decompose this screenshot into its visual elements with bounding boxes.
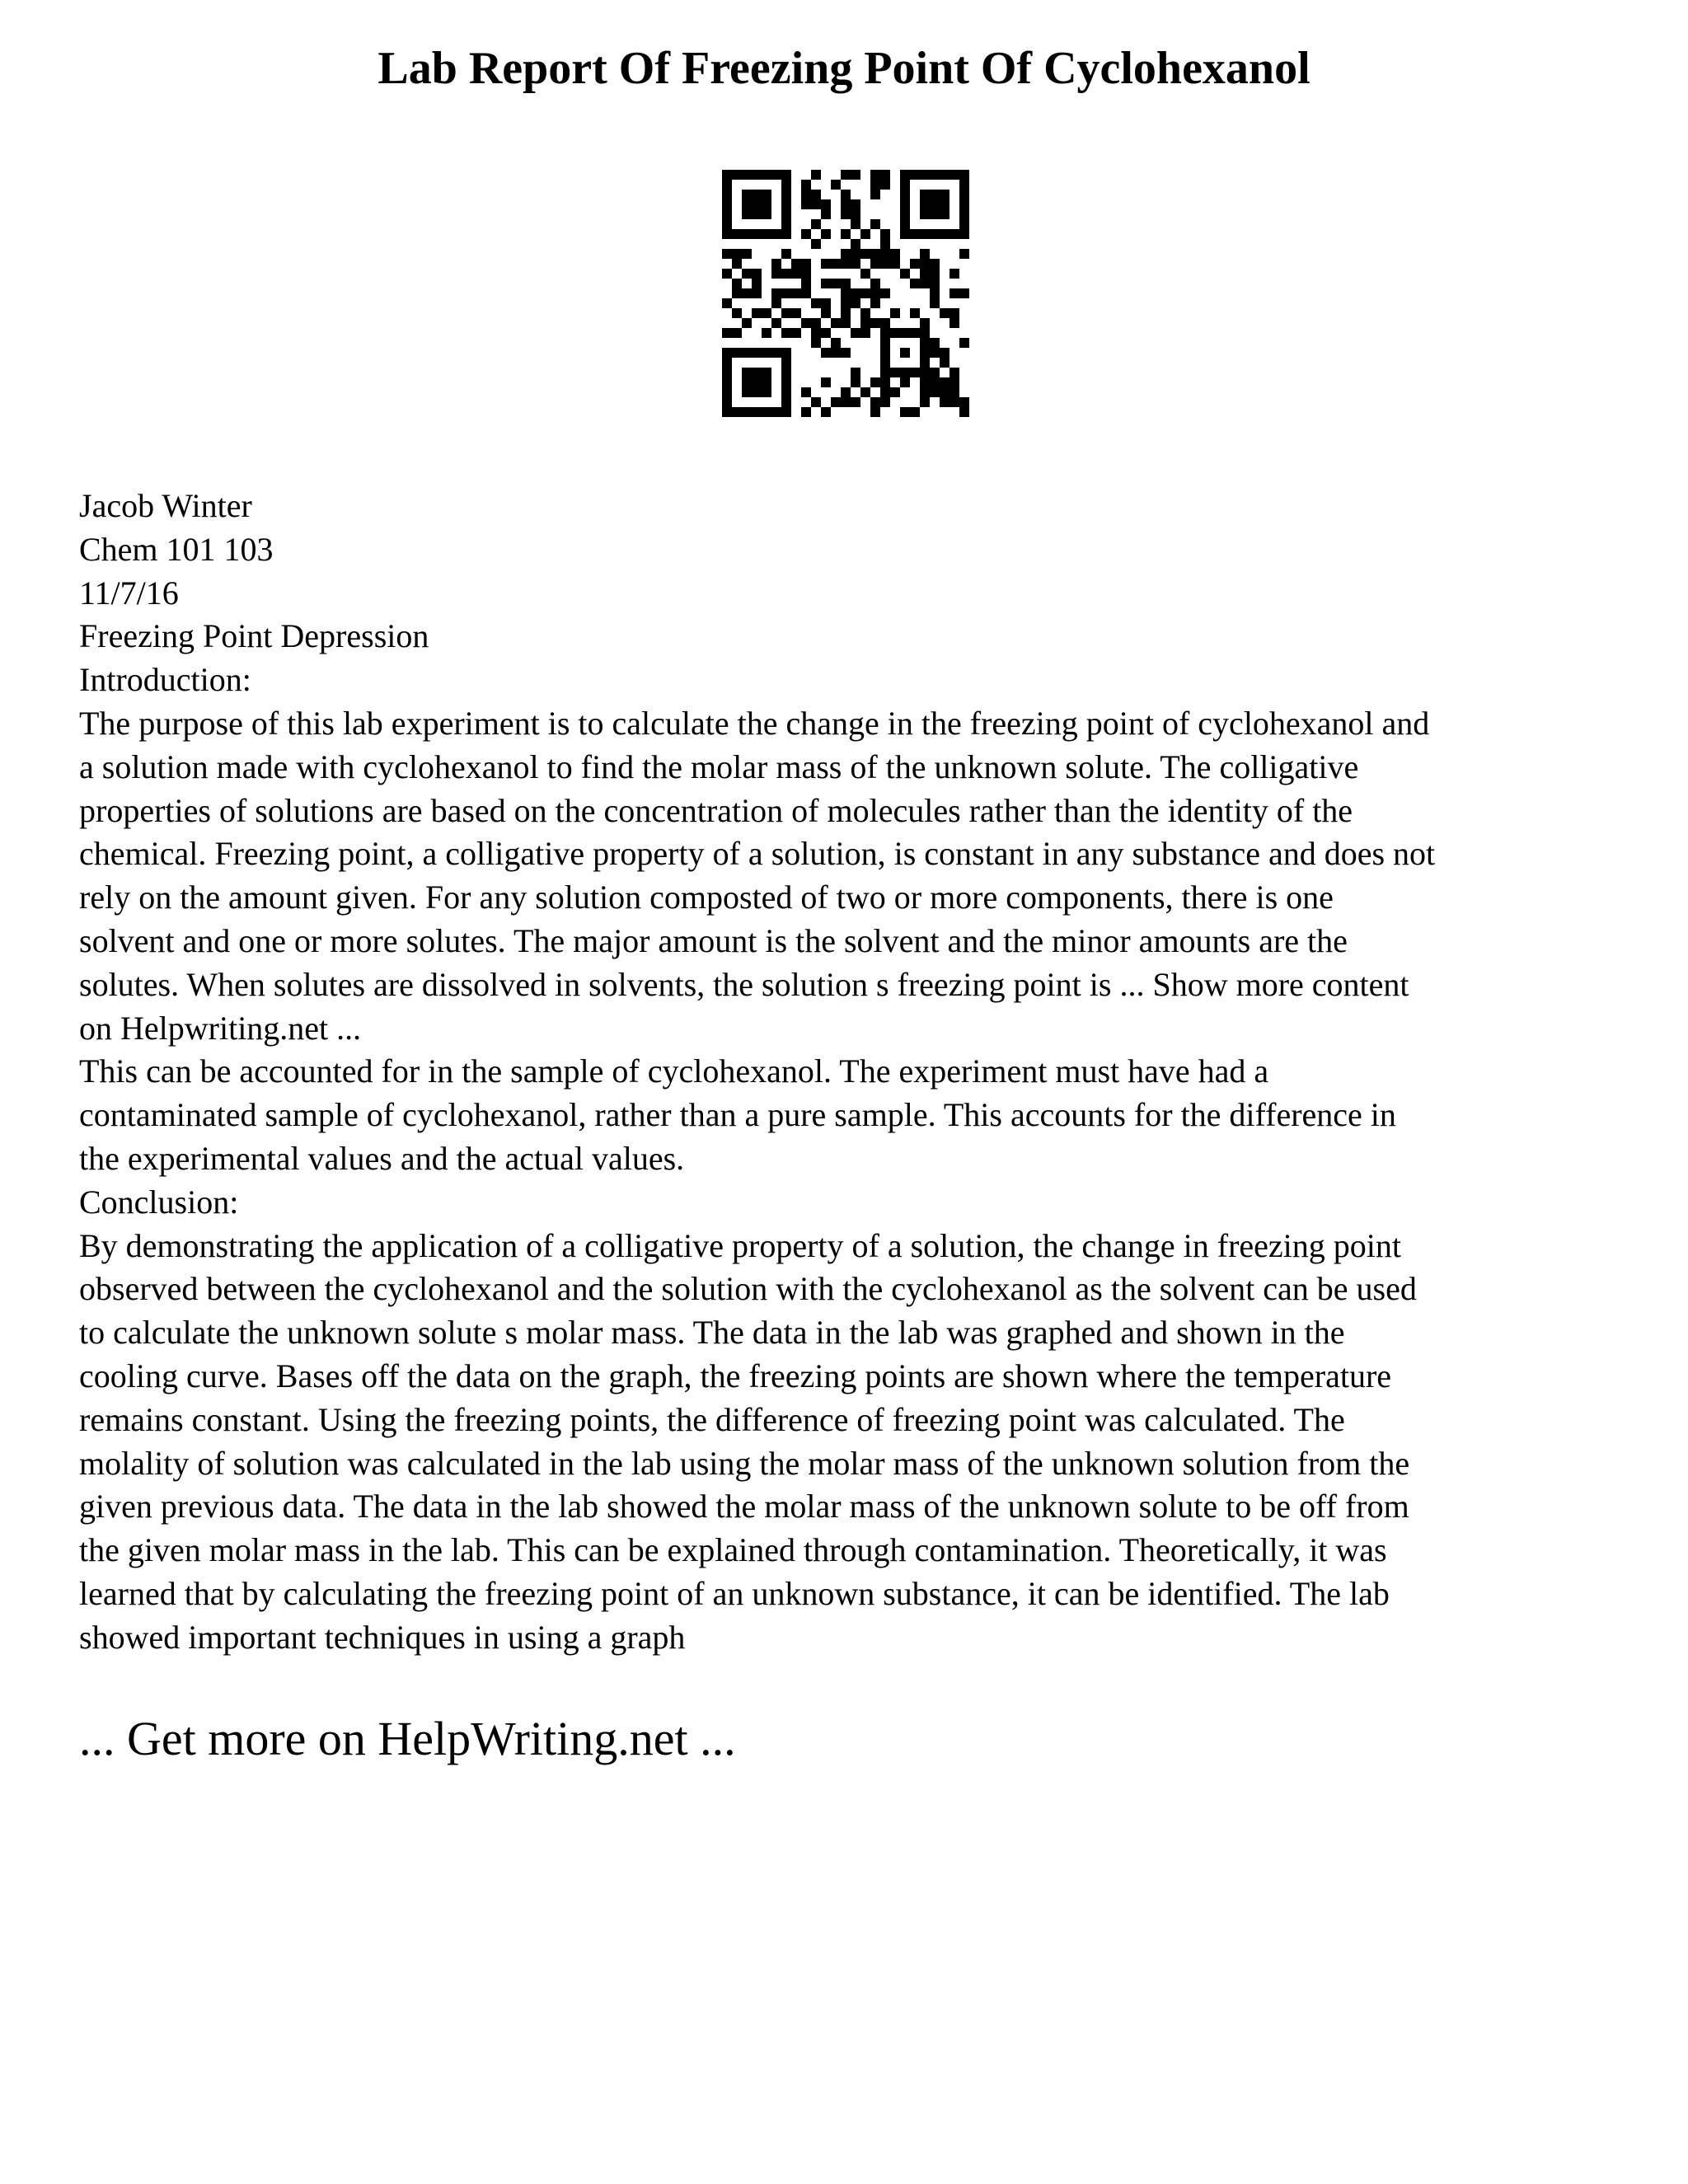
conclusion-line: given previous data. The data in the lab showed the molar mass of the unknown solute to be off from: [79, 1488, 1409, 1526]
conclusion-line: showed important techniques in using a graph: [79, 1618, 686, 1656]
discussion-line: the experimental values and the actual values.: [79, 1139, 685, 1177]
intro-line: solvent and one or more solutes. The major amount is the solvent and the minor amounts are the: [79, 921, 1348, 959]
discussion-line: This can be accounted for in the sample of cyclohexanol. The experiment must have had a: [79, 1052, 1269, 1090]
intro-line: a solution made with cyclohexanol to find the molar mass of the unknown solute. The colligative: [79, 748, 1359, 785]
conclusion-line: learned that by calculating the freezing point of an unknown substance, it can be identified. The lab: [79, 1574, 1390, 1612]
intro-line: solutes. When solutes are dissolved in solvents, the solution s freezing point is ... Show more content: [79, 965, 1409, 1003]
intro-line: on Helpwriting.net ...: [79, 1009, 362, 1047]
conclusion-line: to calculate the unknown solute s molar mass. The data in the lab was graphed and shown in the: [79, 1314, 1345, 1352]
intro-line: rely on the amount given. For any solution composted of two or more components, there is one: [79, 879, 1334, 916]
report-date: 11/7/16: [79, 574, 179, 612]
intro-line: chemical. Freezing point, a colligative property of a solution, is constant in any substance and does not: [79, 835, 1436, 873]
intro-line: properties of solutions are based on the concentration of molecules rather than the identity of the: [79, 791, 1353, 829]
conclusion-line: By demonstrating the application of a colligative property of a solution, the change in freezing point: [79, 1226, 1401, 1264]
conclusion-line: observed between the cyclohexanol and the solution with the cyclohexanol as the solvent can be used: [79, 1270, 1417, 1308]
conclusion-heading: Conclusion:: [79, 1183, 239, 1221]
document-body: [79, 485, 1645, 1660]
get-more-link[interactable]: ... Get more on HelpWriting.net ...: [79, 1712, 736, 1765]
intro-line: The purpose of this lab experiment is to calculate the change in the freezing point of cyclohexanol and: [79, 704, 1430, 742]
introduction-heading: Introduction:: [79, 661, 251, 699]
conclusion-line: remains constant. Using the freezing points, the difference of freezing point was calculated. The: [79, 1400, 1345, 1438]
conclusion-line: cooling curve. Bases off the data on the graph, the freezing points are shown where the temperature: [79, 1357, 1392, 1394]
qr-code-icon: [722, 170, 969, 417]
experiment-name: Freezing Point Depression: [79, 617, 429, 655]
discussion-line: contaminated sample of cyclohexanol, rather than a pure sample. This accounts for the difference in: [79, 1096, 1396, 1134]
conclusion-line: the given molar mass in the lab. This can be explained through contamination. Theoretically, it was: [79, 1531, 1387, 1569]
page-title: Lab Report Of Freezing Point Of Cyclohexanol: [377, 43, 1311, 94]
author-name: Jacob Winter: [79, 487, 252, 524]
conclusion-line: molality of solution was calculated in the lab using the molar mass of the unknown solution from the: [79, 1444, 1410, 1482]
course-code: Chem 101 103: [79, 530, 274, 568]
